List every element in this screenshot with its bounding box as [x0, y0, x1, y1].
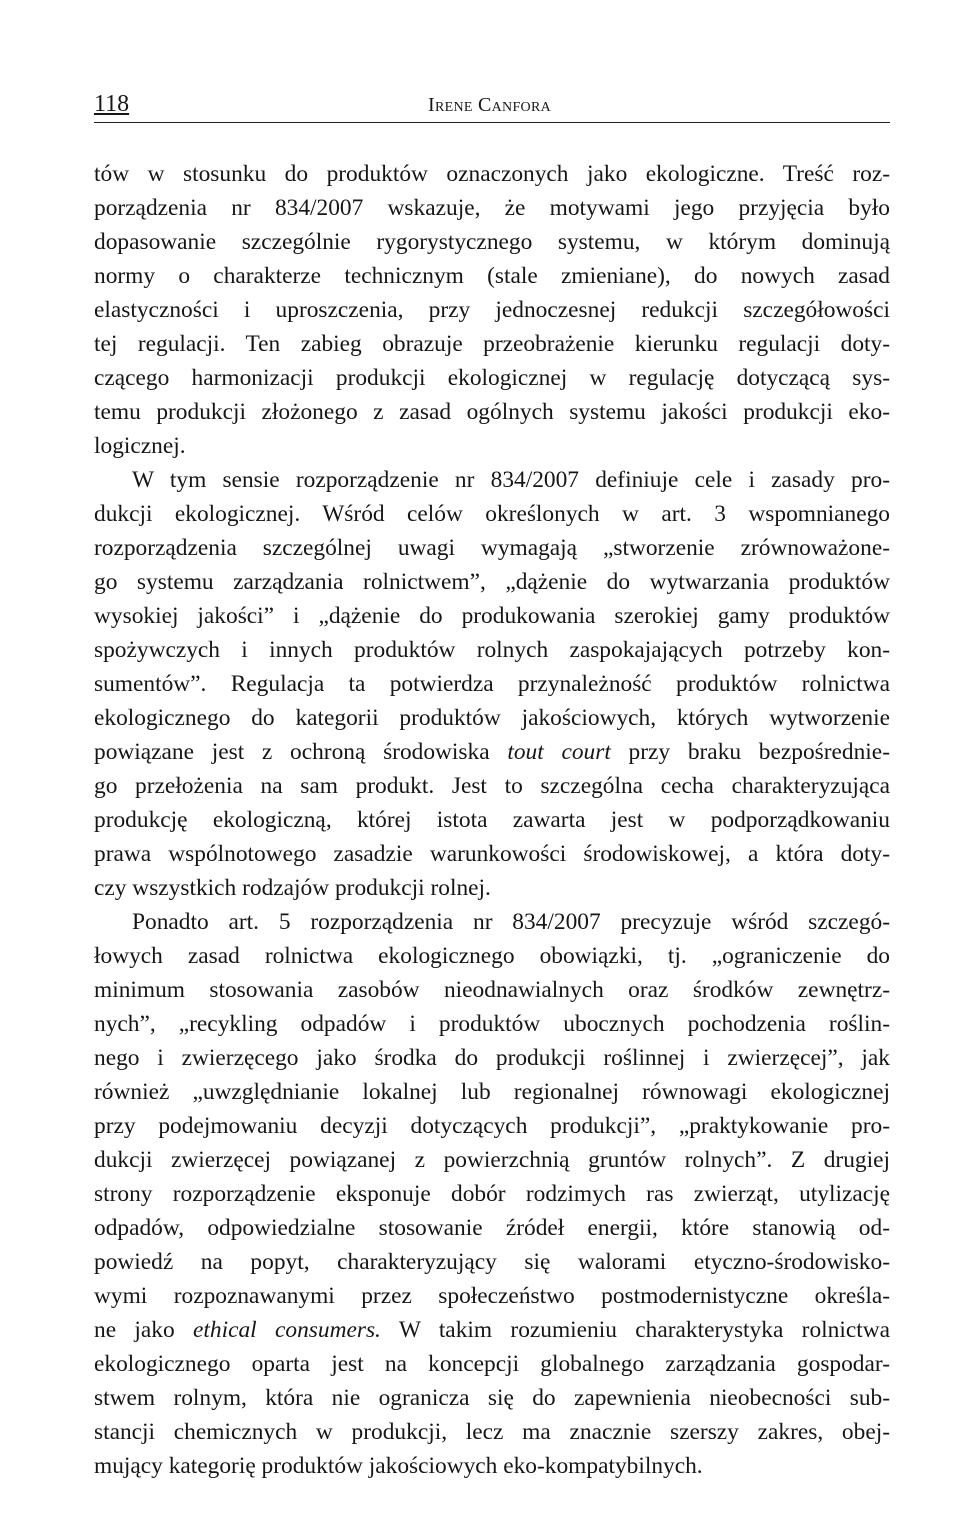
- text-line: stwem rolnym, która nie ogranicza się do zapewnienia nieobecności sub-: [94, 1385, 890, 1411]
- text-line: przy podejmowaniu decyzji dotyczących produkcji”, „praktykowanie pro-: [94, 1113, 890, 1139]
- text-line: W tym sensie rozporządzenie nr 834/2007 definiuje cele i zasady pro-: [132, 467, 890, 493]
- text-line: dukcji ekologicznej. Wśród celów określonych w art. 3 wspomnianego: [94, 501, 890, 527]
- text-line: go przełożenia na sam produkt. Jest to szczególna cecha charakteryzująca: [94, 773, 890, 799]
- page-number: 118: [94, 91, 130, 117]
- text-line: ekologicznego do kategorii produktów jakościowych, których wytworzenie: [94, 705, 890, 731]
- text-line: rozporządzenia szczególnej uwagi wymagają „stworzenie zrównoważone-: [94, 535, 890, 561]
- text-line: ekologicznego oparta jest na koncepcji globalnego zarządzania gospodar-: [94, 1351, 890, 1377]
- text-line: tów w stosunku do produktów oznaczonych jako ekologiczne. Treść roz-: [94, 161, 890, 187]
- text-line-mixed: [94, 735, 890, 769]
- italic-phrase: ethical consumers.: [193, 1317, 381, 1343]
- text-segment: powiązane jest z ochroną środowiska: [94, 739, 490, 765]
- text-line: Ponadto art. 5 rozporządzenia nr 834/2007 precyzuje wśród szczegó-: [132, 909, 890, 935]
- text-line: stancji chemicznych w produkcji, lecz ma znacznie szerszy zakres, obej-: [94, 1419, 890, 1445]
- text-line: powiedź na popyt, charakteryzujący się walorami etyczno-środowisko-: [94, 1249, 890, 1275]
- text-line: elastyczności i uproszczenia, przy jednoczesnej redukcji szczegółowości: [94, 297, 890, 323]
- text-line: łowych zasad rolnictwa ekologicznego obowiązki, tj. „ograniczenie do: [94, 943, 890, 969]
- text-line: tej regulacji. Ten zabieg obrazuje przeobrażenie kierunku regulacji doty-: [94, 331, 890, 357]
- text-line: mujący kategorię produktów jakościowych eko-kompatybilnych.: [94, 1453, 703, 1479]
- text-line: go systemu zarządzania rolnictwem”, „dążenie do wytwarzania produktów: [94, 569, 890, 595]
- text-line: temu produkcji złożonego z zasad ogólnych systemu jakości produkcji eko-: [94, 399, 890, 425]
- text-line: również „uwzględnianie lokalnej lub regionalnej równowagi ekologicznej: [94, 1079, 890, 1105]
- text-line: wymi rozpoznawanymi przez społeczeństwo postmodernistyczne określa-: [94, 1283, 890, 1309]
- text-line: spożywczych i innych produktów rolnych zaspokajających potrzeby kon-: [94, 637, 890, 663]
- text-segment: przy braku bezpośrednie-: [610, 739, 890, 765]
- text-line: sumentów”. Regulacja ta potwierdza przynależność produktów rolnictwa: [94, 671, 890, 697]
- text-line: dukcji zwierzęcej powiązanej z powierzchnią gruntów rolnych”. Z drugiej: [94, 1147, 890, 1173]
- text-line: prawa wspólnotowego zasadzie warunkowości środowiskowej, a która doty-: [94, 841, 890, 867]
- text-line: nych”, „recykling odpadów i produktów ubocznych pochodzenia roślin-: [94, 1011, 890, 1037]
- text-line: nego i zwierzęcego jako środka do produkcji roślinnej i zwierzęcej”, jak: [94, 1045, 890, 1071]
- text-line: normy o charakterze technicznym (stale zmieniane), do nowych zasad: [94, 263, 890, 289]
- text-line: porządzenia nr 834/2007 wskazuje, że motywami jego przyjęcia było: [94, 195, 890, 221]
- text-line: czy wszystkich rodzajów produkcji rolnej.: [94, 875, 491, 901]
- text-line: odpadów, odpowiedzialne stosowanie źródeł energii, które stanowią od-: [94, 1215, 890, 1241]
- running-head-author: Irene Canfora: [428, 94, 552, 116]
- text-segment: ne jako: [94, 1317, 175, 1343]
- text-line: dopasowanie szczególnie rygorystycznego systemu, w którym dominują: [94, 229, 890, 255]
- text-line: wysokiej jakości” i „dążenie do produkowania szerokiej gamy produktów: [94, 603, 890, 629]
- text-line: logicznej.: [94, 433, 186, 459]
- text-segment: W takim rozumieniu charakterystyka rolnictwa: [380, 1317, 890, 1343]
- text-line-mixed: [94, 1313, 890, 1347]
- text-line: strony rozporządzenie eksponuje dobór rodzimych ras zwierząt, utylizację: [94, 1181, 890, 1207]
- text-line: produkcję ekologiczną, której istota zawarta jest w podporządkowaniu: [94, 807, 890, 833]
- text-line: czącego harmonizacji produkcji ekologicznej w regulację dotyczącą sys-: [94, 365, 890, 391]
- running-header: [94, 88, 890, 123]
- body-text: [94, 157, 890, 1483]
- text-line: minimum stosowania zasobów nieodnawialnych oraz środków zewnętrz-: [94, 977, 890, 1003]
- italic-phrase: tout court: [507, 739, 611, 765]
